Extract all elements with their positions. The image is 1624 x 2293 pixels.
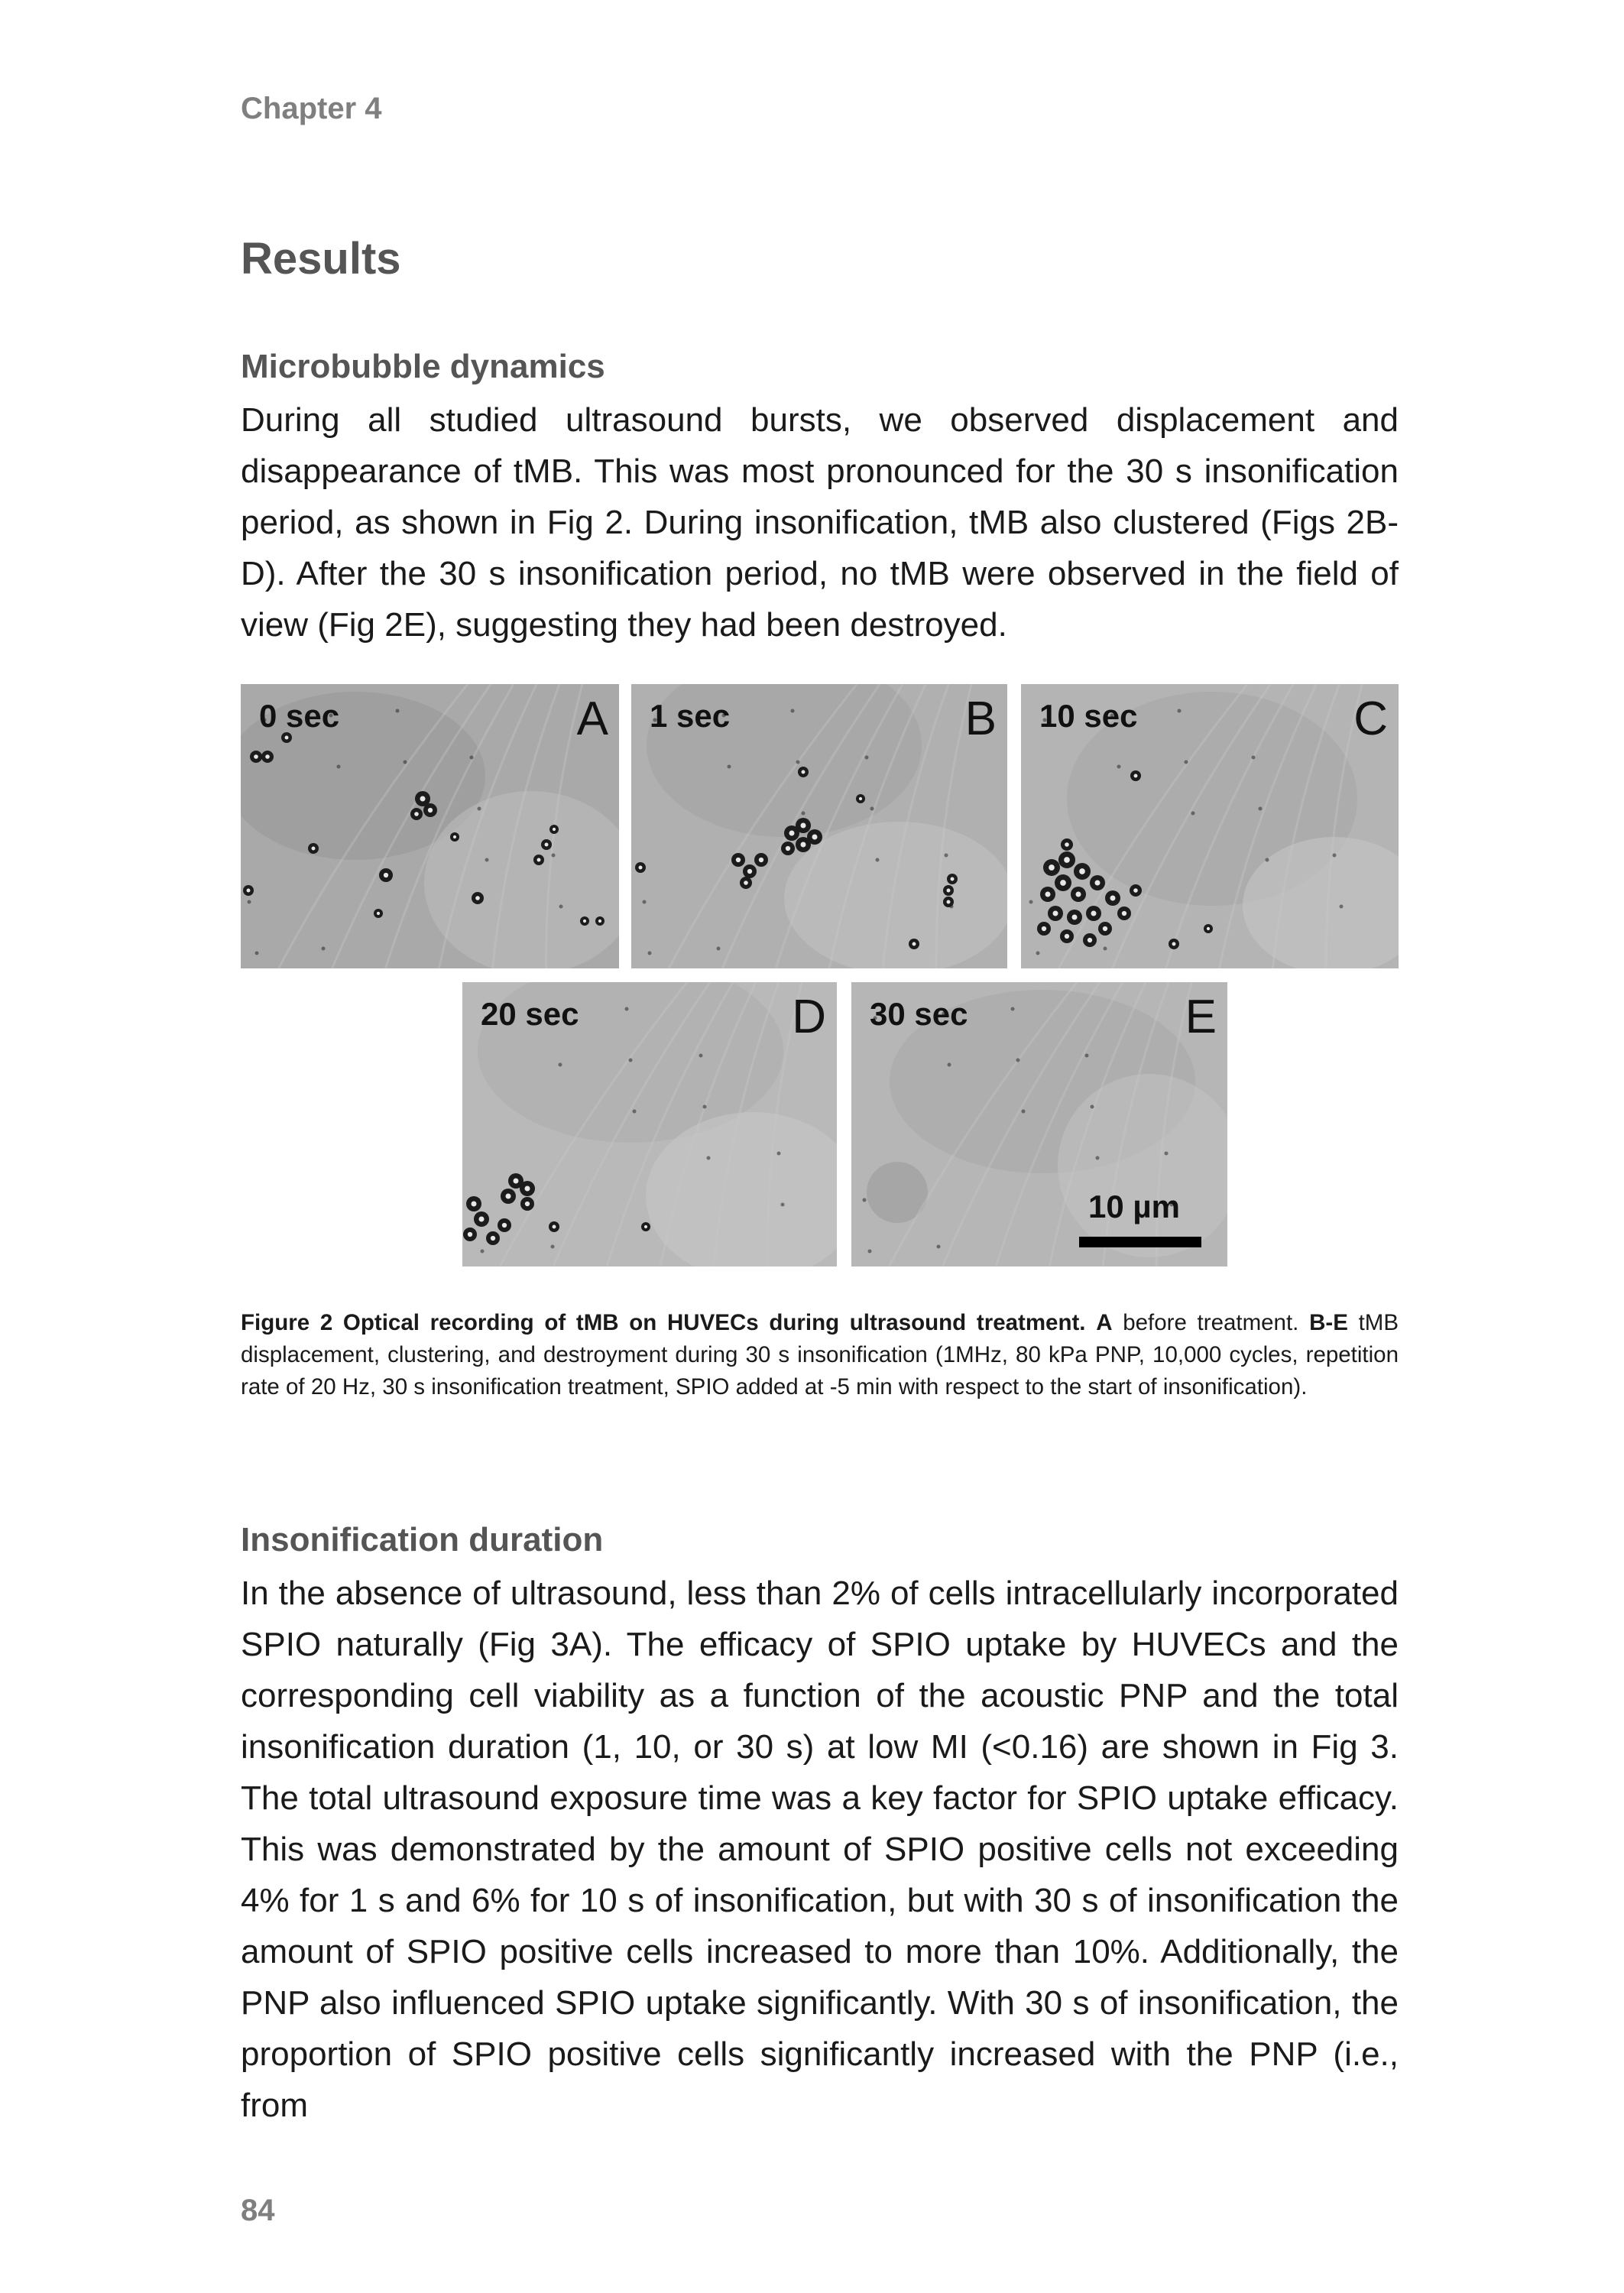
microbubble xyxy=(641,1222,650,1231)
microbubble xyxy=(1130,884,1142,897)
microbubble xyxy=(486,1231,500,1245)
microbubble xyxy=(1130,770,1141,781)
panel-a-time: 0 sec xyxy=(259,698,340,734)
page-number: 84 xyxy=(241,2194,275,2227)
microbubble xyxy=(635,862,646,873)
figure-panel-b xyxy=(631,684,1007,968)
microbubble xyxy=(909,939,919,949)
caption-a: A xyxy=(1096,1310,1113,1335)
microbubble xyxy=(781,842,795,855)
microbubble xyxy=(243,885,254,896)
microbubble xyxy=(533,855,544,865)
panel-b-letter: B xyxy=(964,692,997,745)
microbubble xyxy=(1060,929,1074,943)
microbubble xyxy=(474,1211,489,1227)
microbubble xyxy=(743,864,757,878)
microbubble xyxy=(1105,890,1120,906)
microbubble xyxy=(796,818,811,833)
microbubble xyxy=(796,837,811,852)
insonification-section xyxy=(241,1517,1399,2131)
section-title: Results xyxy=(241,234,401,284)
microbubble xyxy=(1055,874,1071,891)
panel-b-time: 1 sec xyxy=(650,698,731,734)
microbubble xyxy=(1090,875,1105,890)
microbubble xyxy=(308,843,319,854)
figure-caption xyxy=(241,1307,1399,1403)
microbubble xyxy=(549,1221,559,1232)
microbubble xyxy=(501,1189,516,1204)
caption-be: B-E xyxy=(1309,1310,1348,1335)
microbubble xyxy=(520,1181,535,1196)
panel-c-letter: C xyxy=(1353,692,1388,745)
scale-bar-label: 10 µm xyxy=(1088,1189,1180,1224)
insonification-heading: Insonification duration xyxy=(241,1521,604,1558)
microbubble xyxy=(261,751,274,763)
microbubble xyxy=(1043,859,1060,876)
microbubble xyxy=(1071,887,1086,902)
panel-c-time: 10 sec xyxy=(1039,698,1138,734)
figure-panel-d xyxy=(462,982,837,1267)
microbubble xyxy=(1061,838,1073,851)
microbubble xyxy=(1083,933,1097,947)
figure-panel-c xyxy=(1021,684,1399,968)
microbubble xyxy=(466,1196,481,1211)
microbubble xyxy=(943,885,954,896)
microbubble-paragraph: During all studied ultrasound bursts, we observed displacement and disappearance of tMB. This was most pronounced for the 30 s insonification period, as shown in Fig 2. During insonification, tMB also clustered (Figs 2B-D). After the 30 s insonification period, no tMB were observed in the field of view (Fig 2E), suggesting they had been destroyed. xyxy=(241,401,1399,644)
microbubble xyxy=(1058,851,1075,868)
insonification-paragraph: In the absence of ultrasound, less than 2% of cells intracellularly incorporated SPIO naturally (Fig 3A). The efficacy of SPIO uptake by HUVECs and the corresponding cell viability as a function of the acoustic PNP and the total insonification duration (1, 10, or 30 s) at low MI (<0.16) are shown in Fig 3. The total ultrasound exposure time was a key factor for SPIO uptake efficacy. This was demonstrated by the amount of SPIO positive cells not exceeding 4% for 1 s and 6% for 10 s of insonification, but with 30 s of insonification the amount of SPIO positive cells increased to more than 10%. Additionally, the PNP also influenced SPIO uptake significantly. With 30 s of insonification, the proportion of SPIO positive cells significantly increased with the PNP (i.e., from xyxy=(241,1575,1399,2124)
microbubble xyxy=(1086,906,1101,921)
figure-panel-a xyxy=(241,684,619,968)
figure-panel-e xyxy=(851,982,1227,1267)
microbubble xyxy=(1074,863,1091,880)
panel-a-letter: A xyxy=(576,692,608,745)
microbubble-section xyxy=(241,344,1399,650)
microbubble xyxy=(374,909,383,918)
caption-label: Figure 2 Optical recording of tMB on HUVECs during ultrasound treatment. xyxy=(241,1310,1086,1335)
microbubble xyxy=(1067,910,1082,925)
microbubble xyxy=(1169,939,1179,949)
microbubble xyxy=(450,832,459,842)
running-head: Chapter 4 xyxy=(241,92,382,125)
caption-be-text: tMB displacement, clustering, and destroyment during 30 s insonification (1MHz, 80 kPa PNP, 10,000 cycles, repetition rate of 20 Hz, 30 s insonification treatment, SPIO added at -5 min with respect to the start of insonification). xyxy=(241,1310,1399,1399)
microbubble xyxy=(410,808,423,820)
microbubble xyxy=(580,916,589,926)
microbubble xyxy=(1117,906,1131,920)
microbubble xyxy=(250,751,262,763)
microbubble xyxy=(1037,922,1051,936)
panel-e-time: 30 sec xyxy=(870,996,968,1032)
microbubble xyxy=(472,892,484,904)
microbubble xyxy=(541,839,552,850)
microbubble xyxy=(379,868,393,882)
microbubble xyxy=(856,794,865,803)
microbubble xyxy=(943,897,954,907)
caption-a-text: before treatment. xyxy=(1112,1310,1310,1335)
microbubble xyxy=(1040,887,1055,902)
microbubble xyxy=(754,853,768,867)
microbubble xyxy=(520,1197,534,1211)
panel-e-letter: E xyxy=(1185,991,1217,1043)
microbubble xyxy=(1204,924,1213,933)
microbubble xyxy=(1048,906,1063,921)
microbubble xyxy=(423,803,437,817)
panel-d-letter: D xyxy=(792,991,826,1043)
microbubble xyxy=(463,1228,477,1241)
microbubble xyxy=(947,874,958,884)
microbubble xyxy=(1098,922,1112,936)
microbubble xyxy=(498,1218,511,1232)
microbubble xyxy=(740,877,752,889)
microbubble xyxy=(731,853,745,867)
microbubble xyxy=(595,916,605,926)
panel-d-time: 20 sec xyxy=(481,996,579,1032)
microbubble xyxy=(798,767,809,777)
microbubble-heading: Microbubble dynamics xyxy=(241,348,605,385)
scale-bar xyxy=(1079,1237,1201,1247)
microbubble xyxy=(549,825,559,834)
